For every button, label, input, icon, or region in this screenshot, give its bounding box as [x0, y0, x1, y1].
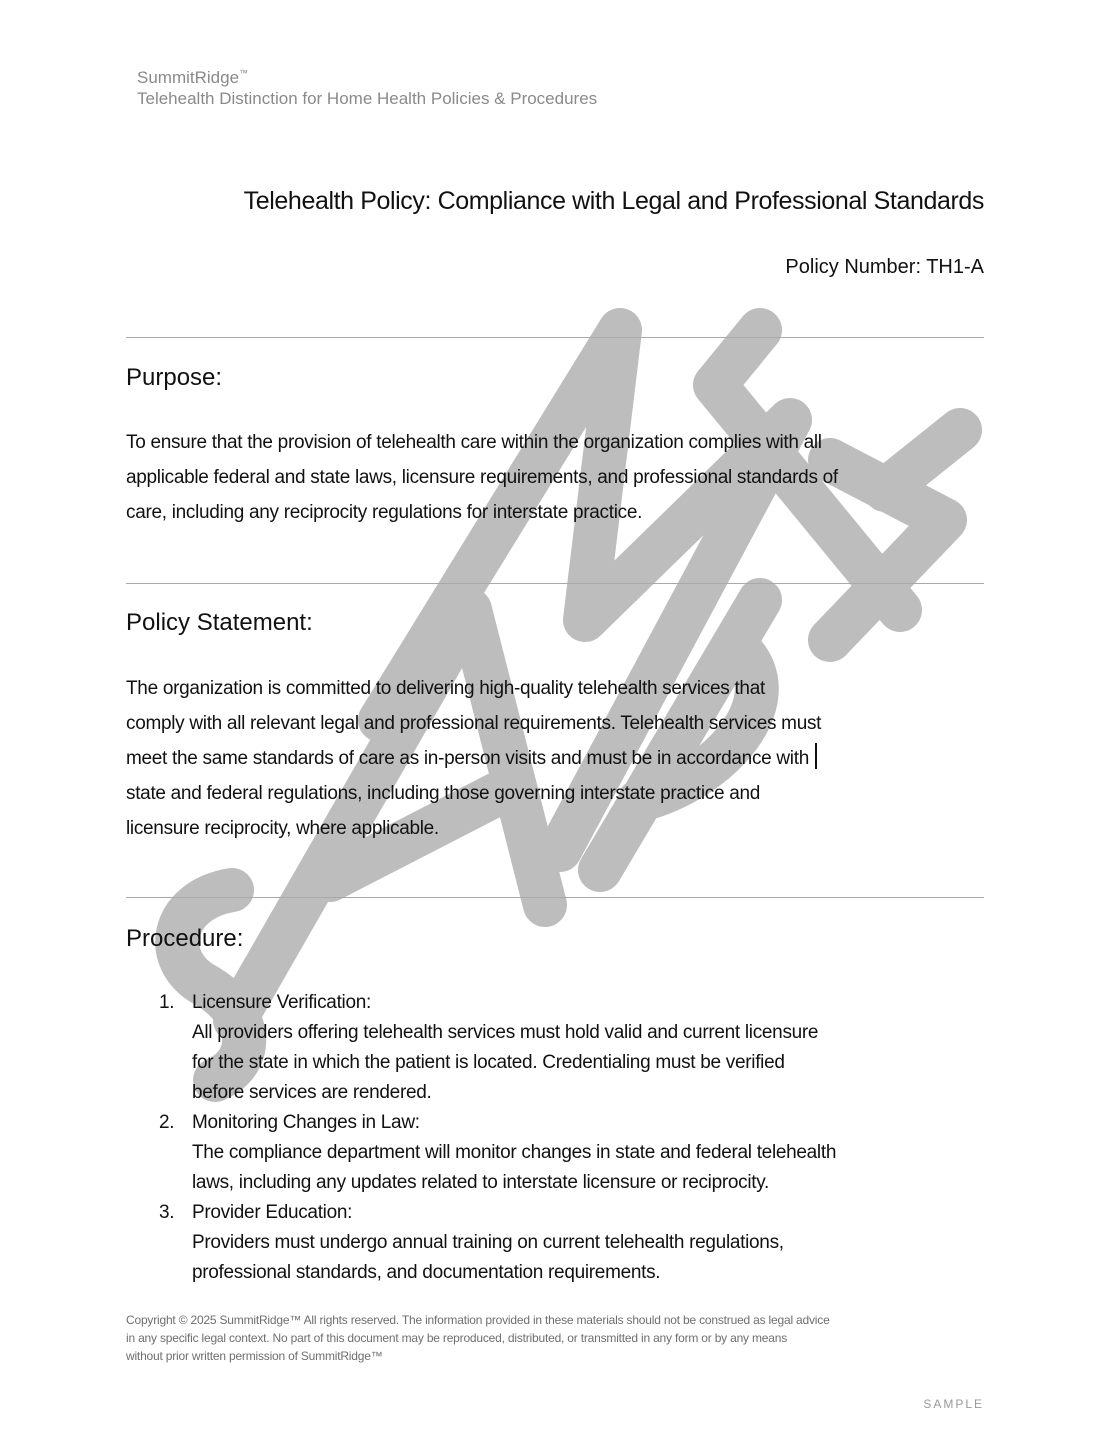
- procedure-item-monitoring-changes: [126, 1108, 996, 1198]
- sample-watermark-label: SAMPLE: [923, 1397, 984, 1411]
- procedure-item-line: for the state in which the patient is located. Credentialing must be verified: [192, 1052, 785, 1073]
- purpose-line: To ensure that the provision of telehealth care within the organization complies with all: [126, 432, 822, 453]
- policy-statement-line: licensure reciprocity, where applicable.: [126, 818, 439, 839]
- policy-statement-heading: Policy Statement:: [126, 609, 313, 636]
- policy-statement-line: state and federal regulations, including those governing interstate practice and: [126, 783, 761, 804]
- policy-statement-line-text: meet the same standards of care as in-person visits and must be in accordance with: [126, 748, 809, 769]
- procedure-item-line: Providers must undergo annual training on current telehealth regulations,: [192, 1232, 784, 1253]
- procedure-item-title: Licensure Verification:: [192, 992, 371, 1013]
- procedure-list: [126, 988, 996, 1288]
- copyright-footer: [126, 1311, 996, 1365]
- procedure-item-number: 3.: [159, 1202, 175, 1223]
- trademark-mark: ™: [239, 68, 249, 78]
- procedure-item-title: Monitoring Changes in Law:: [192, 1112, 420, 1133]
- procedure-item-title: Provider Education:: [192, 1202, 353, 1223]
- divider-purpose: [126, 337, 984, 338]
- purpose-line: applicable federal and state laws, licensure requirements, and professional standards of: [126, 467, 838, 488]
- purpose-text: [126, 425, 996, 530]
- policy-number: Policy Number: TH1-A: [785, 256, 984, 278]
- procedure-item-number: 1.: [159, 992, 175, 1013]
- text-cursor: [815, 743, 817, 769]
- procedure-item-line: All providers offering telehealth services must hold valid and current licensure: [192, 1022, 819, 1043]
- policy-statement-text[interactable]: [126, 671, 996, 846]
- procedure-item-licensure-verification: [126, 988, 996, 1108]
- procedure-item-provider-education: [126, 1198, 996, 1288]
- header-subtitle: Telehealth Distinction for Home Health Policies & Procedures: [137, 89, 598, 108]
- footer-line: Copyright © 2025 SummitRidge™ All rights reserved. The information provided in these materials should not be construed as legal advice: [126, 1313, 830, 1327]
- policy-statement-line: comply with all relevant legal and professional requirements. Telehealth services must: [126, 713, 822, 734]
- policy-statement-line: [126, 741, 996, 776]
- footer-line: without prior written permission of SummitRidge™: [126, 1349, 383, 1363]
- document-title: Telehealth Policy: Compliance with Legal and Professional Standards: [243, 187, 984, 215]
- procedure-item-number: 2.: [159, 1112, 175, 1133]
- procedure-item-line: laws, including any updates related to interstate licensure or reciprocity.: [192, 1172, 770, 1193]
- purpose-line: care, including any reciprocity regulations for interstate practice.: [126, 502, 643, 523]
- procedure-item-line: before services are rendered.: [192, 1082, 432, 1103]
- footer-line: in any specific legal context. No part of this document may be reproduced, distributed, or transmitted in any form or by any means: [126, 1331, 788, 1345]
- procedure-item-line: professional standards, and documentation requirements.: [192, 1262, 661, 1283]
- purpose-heading: Purpose:: [126, 364, 223, 391]
- brand-name: SummitRidge: [137, 68, 240, 87]
- policy-statement-line: The organization is committed to delivering high-quality telehealth services that: [126, 678, 765, 699]
- procedure-heading: Procedure:: [126, 925, 244, 952]
- divider-policy-statement: [126, 583, 984, 584]
- procedure-item-line: The compliance department will monitor changes in state and federal telehealth: [192, 1142, 837, 1163]
- divider-procedure: [126, 897, 984, 898]
